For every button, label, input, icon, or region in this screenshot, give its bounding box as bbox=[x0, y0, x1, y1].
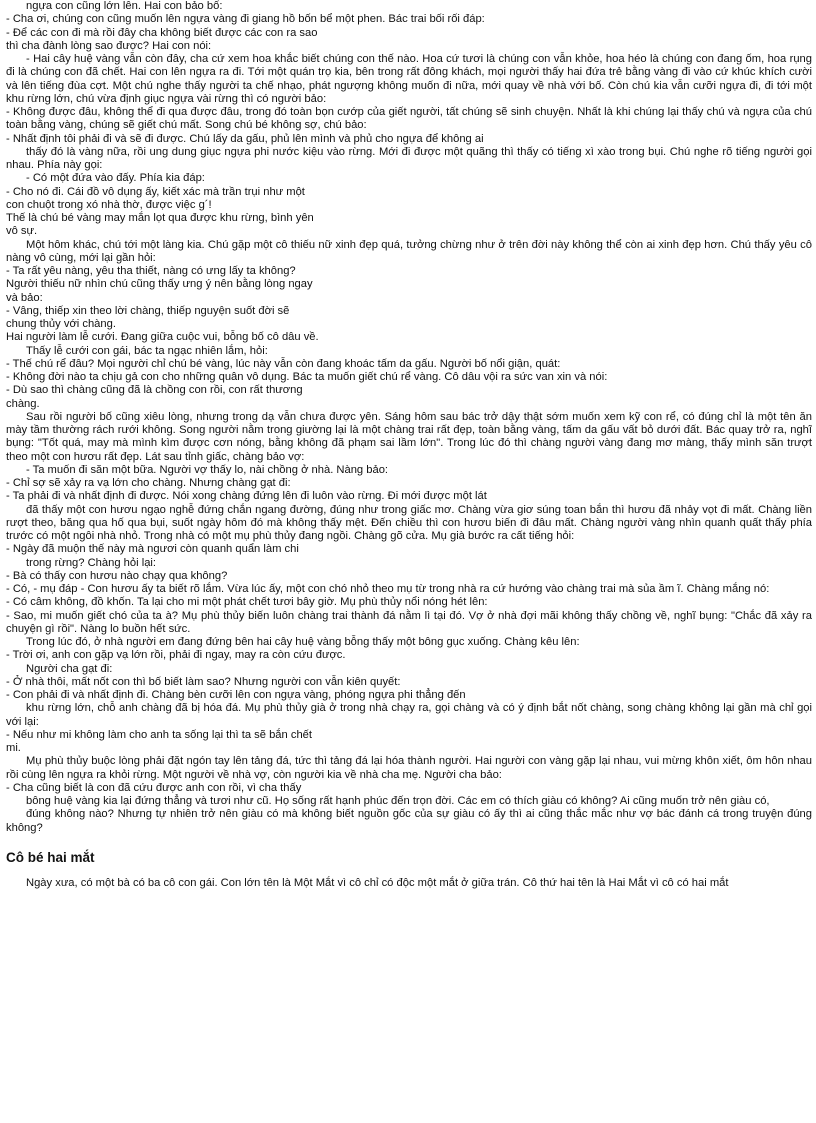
paragraph: bông huệ vàng kia lại đứng thẳng và tươi như cũ. Họ sống rất hạnh phúc đến trọn đời. Các em có thích giàu có không? Ai cũng muốn trở nên giàu có, bbox=[26, 795, 770, 807]
paragraph: thấy đó là vàng nữa, rồi ung dung giục ngựa phi nước kiệu vào rừng. Mới đi được một quãng thì thấy có tiếng xì xào trong bụi. Chú nghe rõ tiếng người gọi nhau. Phía này gọi: bbox=[6, 145, 812, 171]
paragraph: - Con phải đi và nhất định đi. Chàng bèn cưỡi lên con ngựa vàng, phóng ngựa phi thẳng đến bbox=[6, 689, 466, 701]
paragraph: mi. bbox=[6, 742, 21, 754]
paragraph: - Sao, mi muốn giết chó của ta à? Mụ phù thủy biến luôn chàng trai thành đá nằm lì tại đó. Vợ ở nhà đợi mãi không thấy chồng về, nghĩ bụng: "Chắc đã xảy ra chuyện gì rồi". Nàng lo buồn hết sức. bbox=[6, 609, 812, 635]
paragraph: Một hôm khác, chú tới một làng kia. Chú gặp một cô thiếu nữ xinh đẹp quá, tưởng chừng như ở trên đời này không thể còn ai xinh đẹp hơn. Chú thấy yêu cô nàng vô cùng, mới lại gần hỏi: bbox=[6, 238, 812, 264]
paragraph: và bảo: bbox=[6, 291, 43, 304]
paragraph: trong rừng? Chàng hỏi lại: bbox=[26, 556, 157, 569]
paragraph: - Ta phải đi và nhất định đi được. Nói xong chàng đứng lên đi luôn vào rừng. Đi mới được một lát bbox=[6, 490, 487, 503]
paragraph: - Nhất định tôi phải đi và sẽ đi được. Chú lấy da gấu, phủ lên mình và phủ cho ngựa để không ai bbox=[6, 132, 484, 145]
story-two-eyes bbox=[6, 877, 812, 890]
paragraph: Thấy lễ cưới con gái, bác ta ngạc nhiên lắm, hỏi: bbox=[26, 344, 268, 357]
paragraph: - Ngày đã muộn thế này mà ngươi còn quanh quẩn làm chi bbox=[6, 543, 299, 556]
paragraph: Người cha gạt đi: bbox=[26, 662, 113, 675]
paragraph: - Có câm không, đồ khốn. Ta lại cho mi một phát chết tươi bây giờ. Mụ phù thủy nổi nóng hét lên: bbox=[6, 596, 488, 609]
paragraph: - Ta muốn đi săn một bữa. Người vợ thấy lo, nài chồng ở nhà. Nàng bảo: bbox=[26, 463, 389, 476]
paragraph: - Trời ơi, anh con gặp vạ lớn rồi, phải đi ngay, may ra còn cứu được. bbox=[6, 649, 346, 662]
story-title: Cô bé hai mắt bbox=[6, 849, 95, 865]
paragraph: thì cha đành lòng sao được? Hai con nói: bbox=[6, 39, 212, 52]
paragraph: - Để các con đi mà rồi đây cha không biết được các con ra sao bbox=[6, 26, 318, 39]
paragraph: - Chỉ sợ sẽ xảy ra vạ lớn cho chàng. Nhưng chàng gạt đi: bbox=[6, 477, 291, 489]
paragraph: - Hai cây huệ vàng vẫn còn đây, cha cứ xem hoa khắc biết chúng con thế nào. Hoa cứ tươi là chúng con vẫn khỏe, hoa héo là chúng con đang ốm, hoa rụng đi là chúng con đã chết. Hai con lên ngựa ra đi. Tới một quán trọ kia, bên trong rất đông khách, mọi người thấy hai đứa trẻ bằng vàng đi vào cứ khúc khích cười và lên tiếng đùa cợt. Một chú nghe thấy người ta chế nhạo, phát ngượng không muốn đi nữa, mới quay về nhà với bố. Còn chú kia vẫn cưỡi ngựa đi, đi tới một khu rừng lớn, chú vừa định giục ngựa vài rừng thì có người bảo: bbox=[6, 53, 812, 105]
paragraph: con chuột trong xó nhà thờ, được việc g´! bbox=[6, 198, 212, 211]
paragraph: Người thiếu nữ nhìn chú cũng thấy ưng ý nên bằng lòng ngay bbox=[6, 278, 313, 291]
paragraph: - Ta rất yêu nàng, yêu tha thiết, nàng có ưng lấy ta không? bbox=[6, 265, 296, 277]
paragraph: Sau rồi người bố cũng xiêu lòng, nhưng trong dạ vẫn chưa được yên. Sáng hôm sau bác trở dậy thật sớm muốn xem kỹ con rể, có đúng chỉ là một tên ăn mày tầm thường rách rưới không. Song người nằm trong giường lại là một chàng trai rất đẹp, toàn bằng vàng, tấm da gấu vất bỏ dưới đất. Bác quay trở ra, nghĩ bụng: "Tốt quá, may mà mình kìm được cơn nóng, bằng không đã phạm sai lầm lớn". Trong lúc đó thì chàng người vàng đang mơ màng, thấy mình săn trượt theo một con hươu rất đẹp. Lát sau tỉnh giấc, chàng bảo vợ: bbox=[6, 410, 812, 463]
paragraph: - Vâng, thiếp xin theo lời chàng, thiếp nguyện suốt đời sẽ bbox=[6, 304, 290, 317]
paragraph: - Có, - mụ đáp - Con hươu ấy ta biết rõ lắm. Vừa lúc ấy, một con chó nhỏ theo mụ từ trong nhà ra cứ hướng vào chàng trai mà sủa ầm ĩ. Chàng mắng nó: bbox=[6, 583, 770, 595]
paragraph: chàng. bbox=[6, 397, 40, 410]
paragraph: Hai người làm lễ cưới. Đang giữa cuộc vui, bỗng bố cô dâu về. bbox=[6, 331, 319, 344]
paragraph: Mụ phù thủy buộc lòng phải đặt ngón tay lên tảng đá, tức thì tảng đá lại hóa thành người. Hai người con vàng gặp lại nhau, vui mừng khôn xiết, ôm hôn nhau rồi cùng lên ngựa ra khỏi rừng. Một người về nhà vợ, còn người kia về nhà cha mẹ. Người cha bảo: bbox=[6, 755, 812, 781]
paragraph: Trong lúc đó, ở nhà người em đang đứng bên hai cây huệ vàng bỗng thấy một bông gục xuống. Chàng kêu lên: bbox=[26, 636, 580, 648]
paragraph: - Cha cũng biết là con đã cứu được anh con rồi, vì cha thấy bbox=[6, 781, 302, 794]
paragraph: - Dù sao thì chàng cũng đã là chồng con rồi, con rất thương bbox=[6, 384, 303, 397]
paragraph: - Cha ơi, chúng con cũng muốn lên ngựa vàng đi giang hồ bốn bể một phen. Bác trai bối rối đáp: bbox=[6, 13, 485, 26]
paragraph: - Cho nó đi. Cái đồ vô dụng ấy, kiết xác mà trần trụi như một bbox=[6, 185, 305, 198]
paragraph: - Thế chú rể đâu? Mọi người chỉ chú bé vàng, lúc này vẫn còn đang khoác tấm da gấu. Người bố nổi giận, quát: bbox=[6, 357, 561, 370]
paragraph: khu rừng lớn, chỗ anh chàng đã bị hóa đá. Mụ phù thủy già ở trong nhà chạy ra, gọi chàng và có ý định bắt nốt chàng, song chàng không lại gần mà chỉ gọi với lại: bbox=[6, 702, 812, 728]
paragraph: - Có một đứa vào đấy. Phía kia đáp: bbox=[26, 172, 205, 185]
paragraph: chung thủy với chàng. bbox=[6, 318, 116, 330]
paragraph: Ngày xưa, có một bà có ba cô con gái. Con lớn tên là Một Mắt vì cô chỉ có độc một mắt ở giữa trán. Cô thứ hai tên là Hai Mắt vì cô có hai mắt bbox=[26, 876, 729, 889]
paragraph: vô sự. bbox=[6, 225, 38, 238]
paragraph: đã thấy một con hươu ngạo nghễ đứng chắn ngang đường, đúng như trong giấc mơ. Chàng vừa giơ súng toan bắn thì hươu đã nhảy vọt đi mất. Chàng liền rượt theo, băng qua hố qua bụi, suốt ngày hôm đó mà không thấy mệt. Đến chiều thì con hươu biến đi đâu mất. Chàng người vàng nhìn quanh quất thấy phía trước có một ngôi nhà nhỏ. Trong nhà có một mụ phù thủy đang ngồi. Chàng gõ cửa. Mụ già bước ra cất tiếng hỏi: bbox=[6, 503, 812, 542]
paragraph: - Bà có thấy con hươu nào chạy qua không? bbox=[6, 569, 228, 582]
paragraph: ngựa con cũng lớn lên. Hai con bảo bố: bbox=[26, 0, 223, 12]
paragraph: đúng không nào? Nhưng tự nhiên trở nên giàu có mà không biết nguồn gốc của sự giàu có ấy thì ai cũng thắc mắc như vợ bác đánh cá trong truyện đúng không? bbox=[6, 808, 812, 834]
paragraph: - Không được đâu, không thể đi qua được đâu, trong đó toàn bọn cướp của giết người, tất chúng sẽ sinh chuyện. Nhất là khi chúng lại thấy chú và ngựa của chú toàn bằng vàng, chúng sẽ giết chú mất. Song chú bé không sợ, chú bảo: bbox=[6, 106, 812, 132]
story-golden-children bbox=[6, 0, 812, 835]
paragraph: - Ở nhà thôi, mất nốt con thì bố biết làm sao? Nhưng người con vẫn kiên quyết: bbox=[6, 675, 401, 688]
document-page bbox=[6, 0, 812, 1123]
paragraph: Thế là chú bé vàng may mắn lọt qua được khu rừng, bình yên bbox=[6, 212, 314, 224]
paragraph: - Nếu như mi không làm cho anh ta sống lại thì ta sẽ bắn chết bbox=[6, 728, 313, 741]
paragraph: - Không đời nào ta chịu gả con cho những quân vô dụng. Bác ta muốn giết chú rể vàng. Cô dâu vội ra sức van xin và nói: bbox=[6, 371, 608, 383]
